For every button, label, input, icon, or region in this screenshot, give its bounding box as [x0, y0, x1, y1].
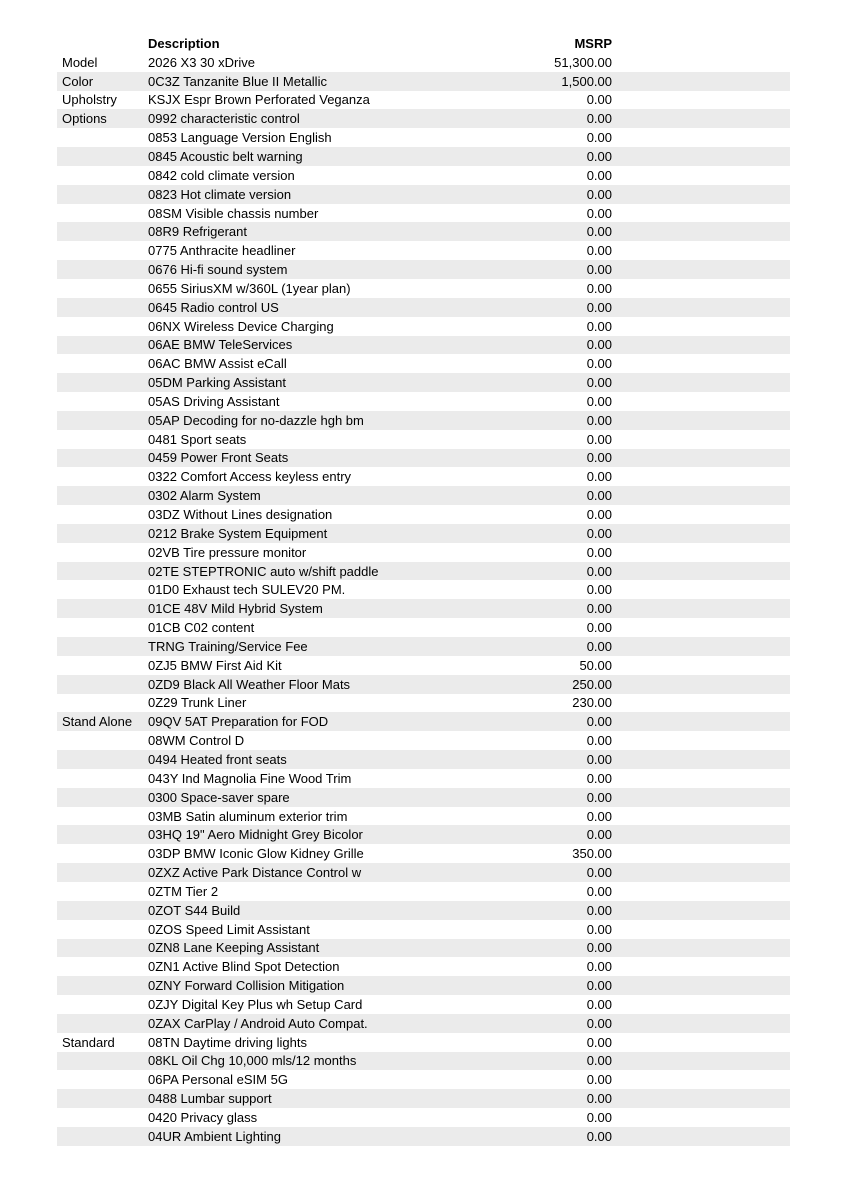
table-row	[57, 505, 790, 524]
row-description: 0C3Z Tanzanite Blue II Metallic	[148, 73, 327, 89]
table-row	[57, 279, 790, 298]
table-row	[57, 430, 790, 449]
table-row	[57, 844, 790, 863]
row-description: 0ZJY Digital Key Plus wh Setup Card	[148, 996, 363, 1012]
row-msrp: 0.00	[586, 488, 612, 504]
row-description: 0ZJ5 BMW First Aid Kit	[148, 657, 282, 673]
row-msrp: 0.00	[586, 544, 612, 560]
row-category: Model	[62, 54, 98, 70]
row-msrp: 0.00	[586, 1128, 612, 1144]
row-msrp: 0.00	[586, 243, 612, 259]
row-description: 03DZ Without Lines designation	[148, 507, 333, 523]
row-description: 0420 Privacy glass	[148, 1110, 258, 1126]
table-row	[57, 562, 790, 581]
table-row	[57, 1089, 790, 1108]
row-description: 0ZAX CarPlay / Android Auto Compat.	[148, 1015, 368, 1031]
row-description: 0ZN1 Active Blind Spot Detection	[148, 959, 340, 975]
row-description: 0ZN8 Lane Keeping Assistant	[148, 940, 320, 956]
row-description: 02VB Tire pressure monitor	[148, 544, 307, 560]
row-description: 03DP BMW Iconic Glow Kidney Grille	[148, 846, 364, 862]
table-row	[57, 882, 790, 901]
row-description: 0ZTM Tier 2	[148, 883, 219, 899]
table-row	[57, 1014, 790, 1033]
row-description: 0322 Comfort Access keyless entry	[148, 469, 352, 485]
row-description: 0655 SiriusXM w/360L (1year plan)	[148, 280, 351, 296]
table-row	[57, 1127, 790, 1146]
row-description: 0ZOT S44 Build	[148, 902, 241, 918]
row-description: TRNG Training/Service Fee	[148, 638, 308, 654]
row-description: 0Z29 Trunk Liner	[148, 695, 247, 711]
row-msrp: 0.00	[586, 299, 612, 315]
row-description: 0212 Brake System Equipment	[148, 525, 328, 541]
table-row	[57, 354, 790, 373]
table-row	[57, 241, 790, 260]
table-row	[57, 637, 790, 656]
row-msrp: 0.00	[586, 224, 612, 240]
row-description: 2026 X3 30 xDrive	[148, 54, 255, 70]
row-description: 06AE BMW TeleServices	[148, 337, 293, 353]
row-msrp: 0.00	[586, 337, 612, 353]
row-msrp: 0.00	[586, 601, 612, 617]
row-description: 0300 Space-saver spare	[148, 789, 290, 805]
row-msrp: 0.00	[586, 940, 612, 956]
row-msrp: 50.00	[579, 657, 612, 673]
row-msrp: 0.00	[586, 1110, 612, 1126]
row-msrp: 0.00	[586, 507, 612, 523]
row-description: 09QV 5AT Preparation for FOD	[148, 714, 329, 730]
row-msrp: 0.00	[586, 582, 612, 598]
row-category: Options	[62, 111, 107, 127]
row-category: Standard	[62, 1034, 115, 1050]
row-category: Stand Alone	[62, 714, 133, 730]
row-description: 0775 Anthracite headliner	[148, 243, 296, 259]
row-description: 08R9 Refrigerant	[148, 224, 247, 240]
row-msrp: 0.00	[586, 563, 612, 579]
row-category: Upholstry	[62, 92, 117, 108]
row-msrp: 0.00	[586, 469, 612, 485]
table-body	[57, 53, 790, 1146]
table-row	[57, 807, 790, 826]
table-row	[57, 524, 790, 543]
table-row	[57, 260, 790, 279]
table-row	[57, 449, 790, 468]
table-row	[57, 147, 790, 166]
table-row	[57, 204, 790, 223]
row-msrp: 0.00	[586, 959, 612, 975]
table-row	[57, 750, 790, 769]
table-row	[57, 712, 790, 731]
row-msrp: 0.00	[586, 865, 612, 881]
row-description: 05AS Driving Assistant	[148, 393, 280, 409]
table-row	[57, 298, 790, 317]
row-msrp: 0.00	[586, 412, 612, 428]
row-description: 03MB Satin aluminum exterior trim	[148, 808, 348, 824]
row-msrp: 0.00	[586, 280, 612, 296]
row-description: 0302 Alarm System	[148, 488, 261, 504]
row-description: 04UR Ambient Lighting	[148, 1128, 281, 1144]
row-description: 0676 Hi-fi sound system	[148, 262, 288, 278]
row-description: 01CB C02 content	[148, 620, 255, 636]
row-msrp: 0.00	[586, 167, 612, 183]
row-msrp: 0.00	[586, 148, 612, 164]
row-msrp: 0.00	[586, 789, 612, 805]
table-row	[57, 317, 790, 336]
table-row	[57, 1052, 790, 1071]
row-msrp: 230.00	[572, 695, 612, 711]
row-msrp: 0.00	[586, 1072, 612, 1088]
row-msrp: 0.00	[586, 1091, 612, 1107]
table-header-row	[57, 34, 790, 53]
row-msrp: 0.00	[586, 130, 612, 146]
table-row	[57, 1108, 790, 1127]
table-row	[57, 486, 790, 505]
table-row	[57, 53, 790, 72]
row-msrp: 0.00	[586, 1034, 612, 1050]
row-msrp: 0.00	[586, 450, 612, 466]
row-description: 05AP Decoding for no-dazzle hgh bm	[148, 412, 364, 428]
row-msrp: 0.00	[586, 92, 612, 108]
row-description: 0ZD9 Black All Weather Floor Mats	[148, 676, 351, 692]
table-row	[57, 373, 790, 392]
row-msrp: 0.00	[586, 883, 612, 899]
row-msrp: 0.00	[586, 1053, 612, 1069]
row-msrp: 0.00	[586, 205, 612, 221]
row-description: 08TN Daytime driving lights	[148, 1034, 307, 1050]
row-description: 02TE STEPTRONIC auto w/shift paddle	[148, 563, 379, 579]
table-row	[57, 731, 790, 750]
row-description: 0ZXZ Active Park Distance Control w	[148, 865, 362, 881]
row-msrp: 0.00	[586, 318, 612, 334]
header-msrp: MSRP	[574, 35, 612, 51]
table-row	[57, 336, 790, 355]
row-msrp: 0.00	[586, 808, 612, 824]
row-msrp: 0.00	[586, 902, 612, 918]
row-description: 06AC BMW Assist eCall	[148, 356, 287, 372]
table-row	[57, 109, 790, 128]
table-row	[57, 599, 790, 618]
row-description: 0459 Power Front Seats	[148, 450, 289, 466]
table-row	[57, 675, 790, 694]
row-msrp: 1,500.00	[561, 73, 612, 89]
row-msrp: 0.00	[586, 375, 612, 391]
table-row	[57, 1070, 790, 1089]
row-description: 0845 Acoustic belt warning	[148, 148, 303, 164]
row-msrp: 350.00	[572, 846, 612, 862]
table-row	[57, 939, 790, 958]
row-description: 08KL Oil Chg 10,000 mls/12 months	[148, 1053, 357, 1069]
table-row	[57, 222, 790, 241]
table-row	[57, 1033, 790, 1052]
table-row	[57, 543, 790, 562]
row-msrp: 0.00	[586, 393, 612, 409]
table-row	[57, 166, 790, 185]
row-description: 0645 Radio control US	[148, 299, 279, 315]
table-row	[57, 825, 790, 844]
table-row	[57, 656, 790, 675]
table-row	[57, 920, 790, 939]
table-row	[57, 901, 790, 920]
table-row	[57, 128, 790, 147]
table-row	[57, 411, 790, 430]
table-row	[57, 185, 790, 204]
row-msrp: 0.00	[586, 996, 612, 1012]
table-row	[57, 91, 790, 110]
row-msrp: 0.00	[586, 714, 612, 730]
row-msrp: 51,300.00	[554, 54, 612, 70]
row-description: 08SM Visible chassis number	[148, 205, 319, 221]
row-description: 05DM Parking Assistant	[148, 375, 287, 391]
table-row	[57, 788, 790, 807]
table-row	[57, 694, 790, 713]
vehicle-pricing-table	[57, 34, 790, 1146]
table-row	[57, 467, 790, 486]
row-description: 043Y Ind Magnolia Fine Wood Trim	[148, 770, 352, 786]
row-msrp: 0.00	[586, 733, 612, 749]
row-msrp: 0.00	[586, 620, 612, 636]
table-row	[57, 618, 790, 637]
row-msrp: 0.00	[586, 638, 612, 654]
row-description: 0481 Sport seats	[148, 431, 247, 447]
table-row	[57, 769, 790, 788]
row-description: 0ZOS Speed Limit Assistant	[148, 921, 310, 937]
row-description: 06PA Personal eSIM 5G	[148, 1072, 288, 1088]
row-description: 0853 Language Version English	[148, 130, 332, 146]
table-row	[57, 392, 790, 411]
row-category: Color	[62, 73, 94, 89]
row-msrp: 0.00	[586, 186, 612, 202]
table-row	[57, 976, 790, 995]
row-msrp: 0.00	[586, 770, 612, 786]
row-description: 01CE 48V Mild Hybrid System	[148, 601, 323, 617]
header-description: Description	[148, 35, 220, 51]
row-msrp: 0.00	[586, 431, 612, 447]
row-description: 0823 Hot climate version	[148, 186, 292, 202]
row-description: KSJX Espr Brown Perforated Veganza	[148, 92, 370, 108]
table-row	[57, 72, 790, 91]
table-row	[57, 580, 790, 599]
row-description: 03HQ 19" Aero Midnight Grey Bicolor	[148, 827, 363, 843]
row-description: 0992 characteristic control	[148, 111, 300, 127]
table-row	[57, 957, 790, 976]
row-msrp: 0.00	[586, 356, 612, 372]
table-row	[57, 995, 790, 1014]
row-description: 06NX Wireless Device Charging	[148, 318, 334, 334]
row-msrp: 0.00	[586, 525, 612, 541]
row-msrp: 0.00	[586, 1015, 612, 1031]
row-msrp: 0.00	[586, 827, 612, 843]
row-description: 0842 cold climate version	[148, 167, 295, 183]
table-row	[57, 863, 790, 882]
row-msrp: 250.00	[572, 676, 612, 692]
row-msrp: 0.00	[586, 111, 612, 127]
row-description: 0488 Lumbar support	[148, 1091, 272, 1107]
row-msrp: 0.00	[586, 978, 612, 994]
row-msrp: 0.00	[586, 921, 612, 937]
row-description: 0ZNY Forward Collision Mitigation	[148, 978, 345, 994]
row-description: 08WM Control D	[148, 733, 245, 749]
row-msrp: 0.00	[586, 751, 612, 767]
row-msrp: 0.00	[586, 262, 612, 278]
row-description: 0494 Heated front seats	[148, 751, 287, 767]
row-description: 01D0 Exhaust tech SULEV20 PM.	[148, 582, 346, 598]
